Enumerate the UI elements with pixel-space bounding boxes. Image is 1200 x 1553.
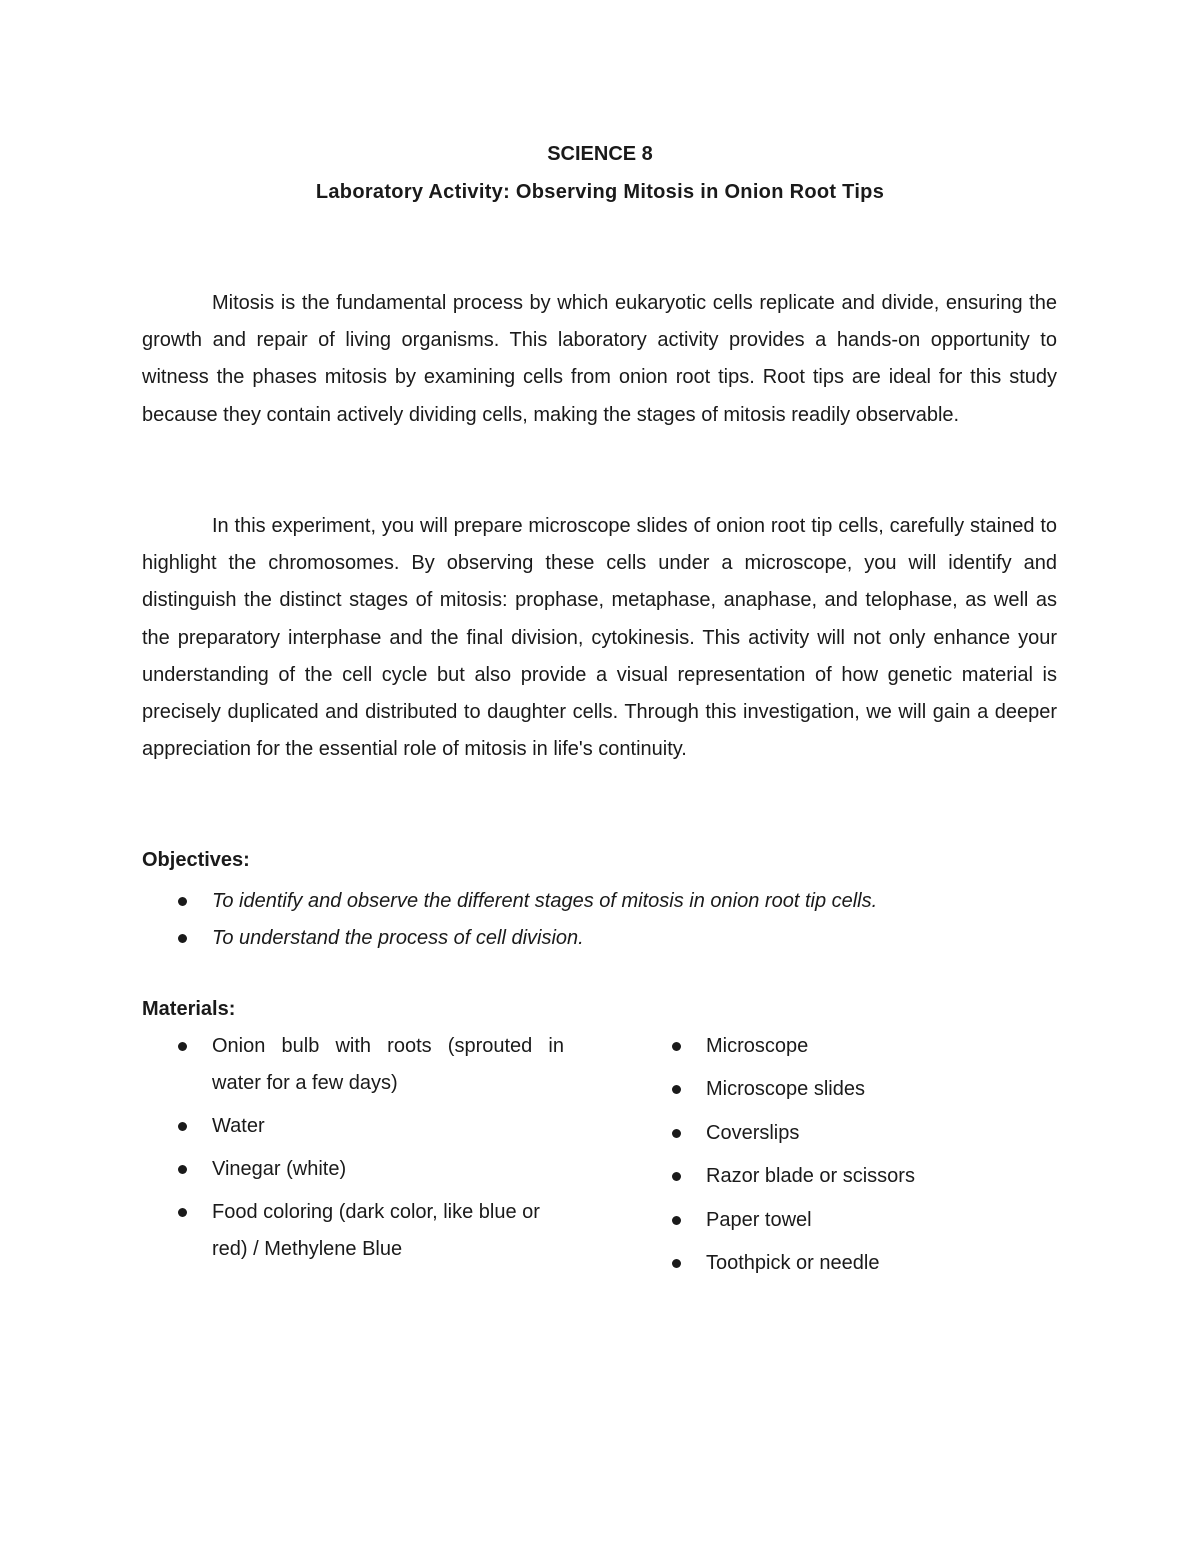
objectives-heading: Objectives:: [142, 849, 250, 871]
material-text: Onion bulb with roots (sprouted in water for a few days): [212, 1035, 564, 1094]
list-item: [672, 1115, 1072, 1152]
materials-list-left: [178, 1028, 578, 1274]
bullet-icon: [178, 934, 187, 943]
objectives-list: [178, 883, 1058, 957]
material-text: Vinegar (white): [212, 1158, 347, 1180]
list-item: [672, 1245, 1072, 1282]
material-text: Food coloring (dark color, like blue or red) / Methylene Blue: [212, 1201, 540, 1260]
intro-paragraph-1: Mitosis is the fundamental process by which eukaryotic cells replicate and divide, ensuring the growth and repair of living organisms. This laboratory activity provides a hands-on opportunity to witness the phases mitosis by examining cells from onion root tips. Root tips are ideal for this study because they contain actively dividing cells, making the stages of mitosis readily observable.: [142, 292, 1057, 426]
bullet-icon: [672, 1129, 681, 1138]
bullet-icon: [672, 1216, 681, 1225]
list-item: [178, 1194, 564, 1268]
list-item: [672, 1202, 1072, 1239]
bullet-icon: [672, 1085, 681, 1094]
material-text: Coverslips: [706, 1121, 800, 1144]
bullet-icon: [178, 1208, 187, 1217]
objective-text: To understand the process of cell division.: [212, 927, 584, 950]
bullet-icon: [178, 897, 187, 906]
list-item: [178, 1108, 578, 1145]
list-item: [672, 1158, 1072, 1195]
list-item: [672, 1071, 1072, 1108]
bullet-icon: [672, 1172, 681, 1181]
materials-heading: Materials:: [142, 998, 236, 1020]
document-subtitle: Laboratory Activity: Observing Mitosis in Onion Root Tips: [315, 181, 885, 203]
bullet-icon: [178, 1042, 187, 1051]
list-item: [178, 1151, 578, 1188]
material-text: Paper towel: [706, 1208, 812, 1231]
bullet-icon: [672, 1042, 681, 1051]
intro-paragraph-2: In this experiment, you will prepare microscope slides of onion root tip cells, carefully stained to highlight the chromosomes. By observing these cells under a microscope, you will identify and distinguish the distinct stages of mitosis: prophase, metaphase, anaphase, and telophase, as well as the preparatory interphase and the final division, cytokinesis. This activity will not only enhance your understanding of the cell cycle but also provide a visual representation of how genetic material is precisely duplicated and distributed to daughter cells. Through this investigation, we will gain a deeper appreciation for the essential role of mitosis in life's continuity.: [142, 515, 1057, 761]
material-text: Water: [212, 1115, 265, 1137]
list-item: [178, 883, 1058, 920]
bullet-icon: [178, 1165, 187, 1174]
bullet-icon: [178, 1122, 187, 1131]
material-text: Microscope: [706, 1035, 809, 1057]
list-item: [178, 1028, 564, 1102]
list-item: [178, 920, 1058, 957]
material-text: Microscope slides: [706, 1078, 865, 1101]
list-item: [672, 1028, 1072, 1065]
materials-list-right: [672, 1028, 1072, 1288]
bullet-icon: [672, 1259, 681, 1268]
objective-text: To identify and observe the different stages of mitosis in onion root tip cells.: [212, 890, 878, 912]
material-text: Toothpick or needle: [706, 1251, 880, 1274]
material-text: Razor blade or scissors: [706, 1165, 915, 1188]
document-title: SCIENCE 8: [547, 143, 653, 165]
